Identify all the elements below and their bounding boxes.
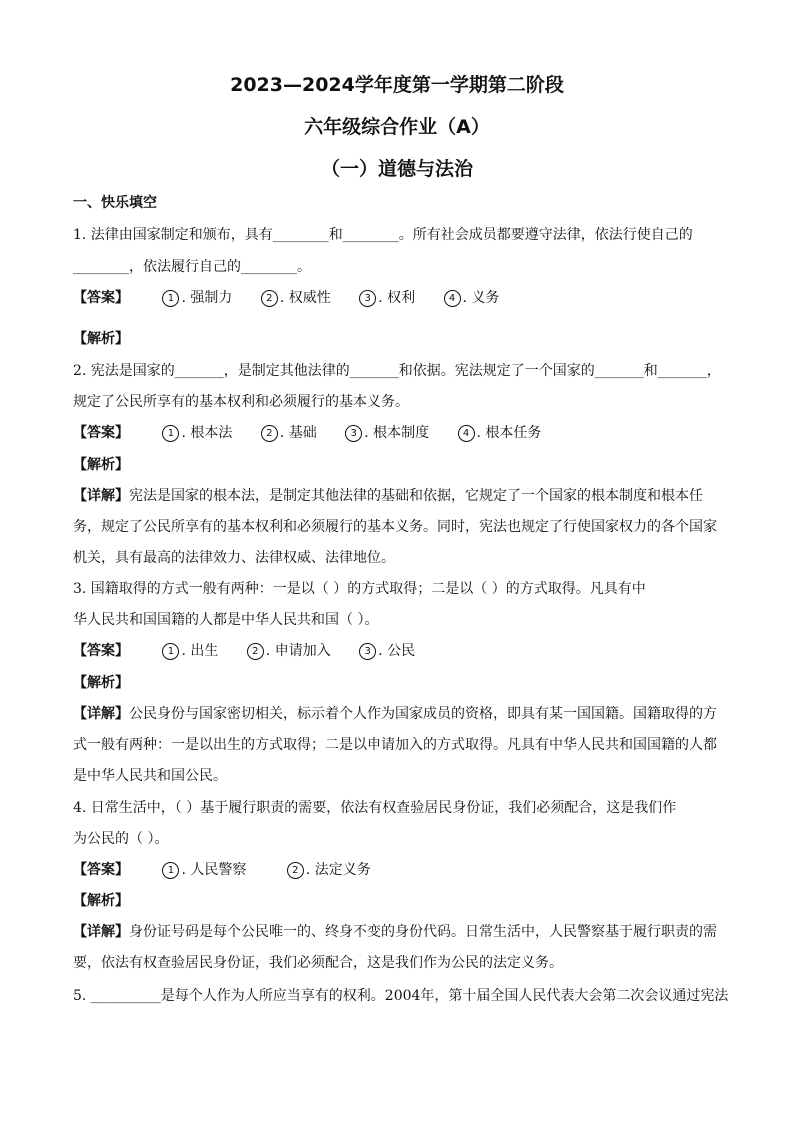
detail-label: 【详解】 (73, 488, 129, 504)
detail-label: 【详解】 (73, 706, 129, 722)
circled-number: 1 (162, 425, 179, 442)
question-4-line-1: 4. 日常生活中，（ ）基于履行职责的需要，依法有权查验居民身份证，我们必须配合，这是我们作 (73, 800, 677, 816)
answer-item: 4 . 义务 (444, 287, 500, 307)
answer-item: 1 . 人民警察 (162, 859, 246, 879)
question-2-detail-line-1 (73, 485, 733, 505)
answer-item: 1 . 出生 (162, 640, 218, 660)
answer-item: 3 . 公民 (359, 640, 415, 660)
question-4-answer (73, 859, 395, 879)
question-2-detail-line-2: 务，规定了公民所享有的基本权利和必须履行的基本义务。同时，宪法也规定了行使国家权力的各个国家 (73, 519, 717, 535)
question-1-line-1: 1. 法律由国家制定和颁布，具有________和________。所有社会成员都要遵守法律，依法行使自己的 (73, 227, 693, 243)
answer-label: 【答案】 (73, 290, 129, 306)
answer-text: 申请加入 (274, 643, 331, 659)
answer-text: 权威性 (288, 290, 331, 306)
circled-number: 1 (162, 290, 179, 307)
question-3-detail-line-2: 式一般有两种：一是以出生的方式取得；二是以申请加入的方式取得。凡具有中华人民共和国国籍的人都 (73, 737, 717, 753)
circled-number: 3 (359, 643, 376, 660)
question-3-line-2: 华人民共和国国籍的人都是中华人民共和国（ ）。 (73, 612, 379, 628)
section-heading: 一、快乐填空 (73, 195, 157, 211)
circled-number: 2 (261, 425, 278, 442)
circled-number: 3 (359, 290, 376, 307)
question-3-answer (73, 640, 439, 660)
question-4-analysis-label: 【解析】 (73, 893, 129, 909)
circled-number: 4 (444, 290, 461, 307)
question-3-detail-line-1 (73, 703, 733, 723)
question-3-line-1: 3. 国籍取得的方式一般有两种：一是以（ ）的方式取得；二是以（ ）的方式取得。凡具有中 (73, 581, 646, 597)
question-2-line-1: 2. 宪法是国家的_______，是制定其他法律的_______和依据。宪法规定了一个国家的_______和_______， (73, 363, 721, 379)
answer-label: 【答案】 (73, 425, 129, 441)
circled-number: 2 (287, 862, 304, 879)
answer-item: 3 . 权利 (359, 287, 415, 307)
circled-number: 4 (458, 425, 475, 442)
answer-text: 公民 (387, 643, 416, 659)
question-2-answer (73, 422, 565, 442)
question-1-analysis-label: 【解析】 (73, 331, 129, 347)
doc-title-term: 2023—2024学年度第一学期第二阶段 (230, 74, 564, 96)
question-1-answer (73, 287, 523, 307)
doc-title-subject: （一）道德与法治 (320, 158, 473, 180)
answer-text: 法定义务 (314, 862, 371, 878)
circled-number: 2 (261, 290, 278, 307)
answer-text: 义务 (471, 290, 500, 306)
answer-text: 人民警察 (190, 862, 247, 878)
detail-label: 【详解】 (73, 924, 129, 940)
answer-text: 权利 (387, 290, 416, 306)
circled-number: 3 (345, 425, 362, 442)
question-3-detail-line-3: 是中华人民共和国公民。 (73, 768, 227, 784)
answer-item: 2 . 基础 (261, 422, 317, 442)
doc-title-grade: 六年级综合作业（A） (304, 116, 490, 138)
answer-item: 2 . 申请加入 (247, 640, 331, 660)
answer-label: 【答案】 (73, 643, 129, 659)
answer-text: 根本任务 (485, 425, 542, 441)
answer-text: 出生 (190, 643, 219, 659)
circled-number: 2 (247, 643, 264, 660)
question-4-detail-line-1 (73, 921, 733, 941)
question-5-line-1: 5. __________是每个人作为人所应当享有的权利。2004年，第十届全国人民代表大会第二次会议通过宪法 (73, 988, 729, 1004)
answer-text: 基础 (288, 425, 317, 441)
answer-text: 强制力 (190, 290, 233, 306)
circled-number: 1 (162, 643, 179, 660)
answer-item: 4 . 根本任务 (458, 422, 542, 442)
question-1-line-2: ________，依法履行自己的________。 (73, 259, 311, 275)
detail-text: 宪法是国家的根本法，是制定其他法律的基础和依据，它规定了一个国家的根本制度和根本任 (129, 488, 703, 504)
circled-number: 1 (162, 862, 179, 879)
question-2-analysis-label: 【解析】 (73, 457, 129, 473)
question-2-line-2: 规定了公民所享有的基本权利和必须履行的基本义务。 (73, 394, 409, 410)
answer-item: 1 . 强制力 (162, 287, 232, 307)
answer-item: 2 . 权威性 (261, 287, 331, 307)
answer-text: 根本法 (190, 425, 233, 441)
answer-item: 3 . 根本制度 (345, 422, 429, 442)
answer-item: 2 . 法定义务 (287, 859, 371, 879)
detail-text: 公民身份与国家密切相关，标示着个人作为国家成员的资格，即具有某一国国籍。国籍取得的方 (129, 706, 717, 722)
detail-text: 身份证号码是每个公民唯一的、终身不变的身份代码。日常生活中，人民警察基于履行职责的需 (129, 924, 717, 940)
answer-text: 根本制度 (373, 425, 430, 441)
question-3-analysis-label: 【解析】 (73, 675, 129, 691)
answer-label: 【答案】 (73, 862, 129, 878)
question-4-detail-line-2: 要，依法有权查验居民身份证，我们必须配合，这是我们作为公民的法定义务。 (73, 955, 563, 971)
question-2-detail-line-3: 机关，具有最高的法律效力、法律权威、法律地位。 (73, 550, 395, 566)
answer-item: 1 . 根本法 (162, 422, 232, 442)
question-4-line-2: 为公民的（ ）。 (73, 831, 169, 847)
